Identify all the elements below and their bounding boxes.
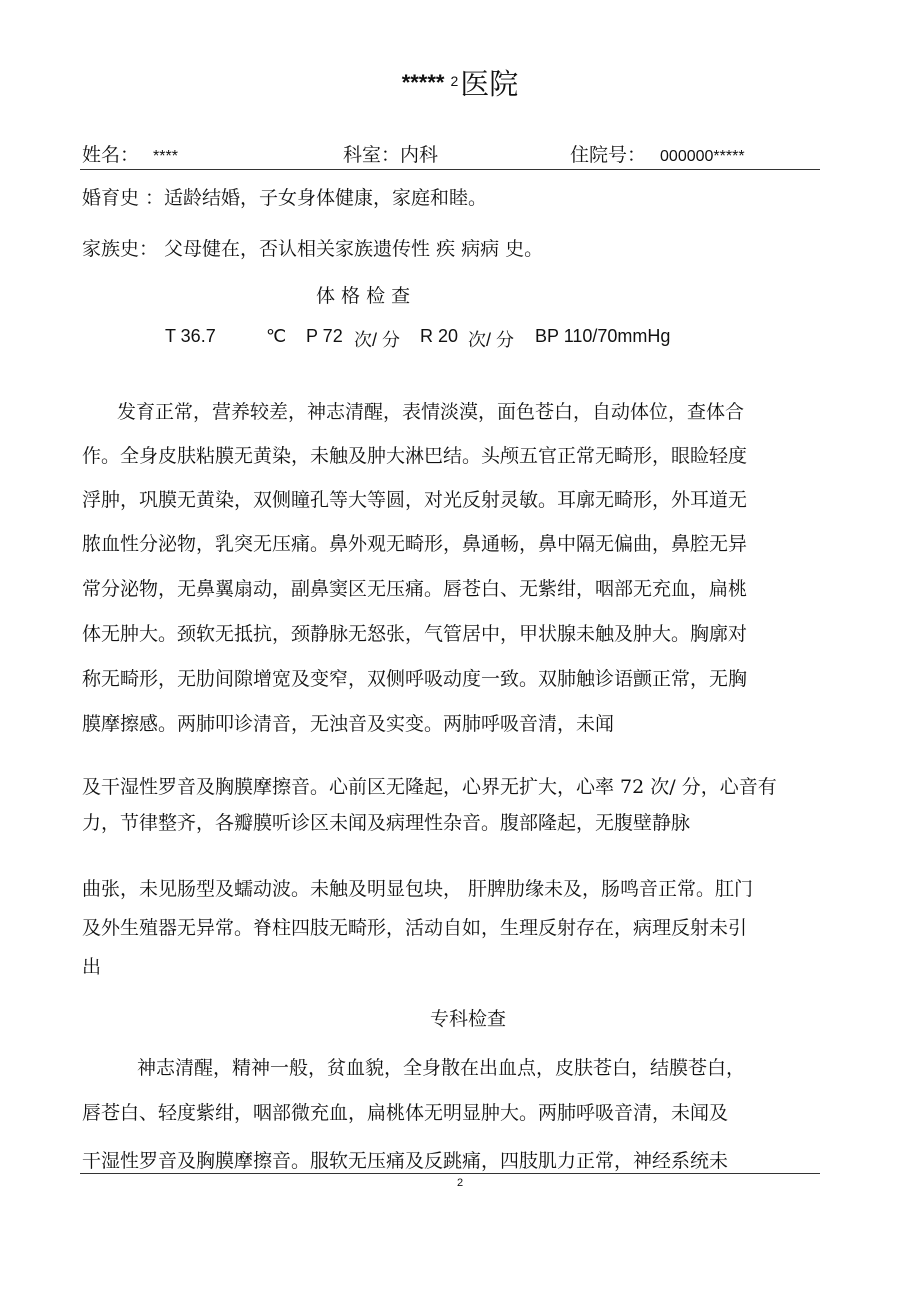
- document-title: [0, 62, 920, 103]
- title-hospital: 医院: [460, 67, 519, 101]
- exam-line: 及干湿性罗音及胸膜摩擦音。心前区无隆起，心界无扩大，心率 72 次/ 分，心音有: [82, 776, 777, 798]
- vitals-pulse: P 72: [306, 326, 343, 346]
- special-line: 神志清醒，精神一般，贫血貌，全身散在出血点，皮肤苍白，结膜苍白，: [137, 1057, 746, 1079]
- exam-line: 曲张，未见肠型及蠕动波。未触及明显包块， 肝脾肋缘未及，肠鸣音正常。肛门: [82, 878, 754, 900]
- title-superscript: 2: [450, 73, 459, 89]
- family-history: 家族史： 父母健在，否认相关家族遗传性 疾 病病 史。: [82, 238, 544, 260]
- dept-label: 科室：: [343, 144, 401, 166]
- id-label: 住院号：: [570, 144, 647, 166]
- exam-line: 发育正常，营养较差，神志清醒，表情淡漠，面色苍白，自动体位，查体合: [117, 401, 745, 423]
- exam-line: 浮肿，巩膜无黄染，双侧瞳孔等大等圆，对光反射灵敏。耳廓无畸形，外耳道无: [82, 489, 748, 511]
- exam-line: 脓血性分泌物，乳突无压痛。鼻外观无畸形，鼻通畅，鼻中隔无偏曲，鼻腔无异: [82, 533, 748, 555]
- exam-line: 常分泌物，无鼻翼扇动，副鼻窦区无压痛。唇苍白、无紫绀，咽部无充血，扁桃: [82, 578, 748, 600]
- vitals-bp: BP 110/70mmHg: [535, 326, 671, 346]
- vitals-pulse-unit: 次/ 分: [354, 330, 401, 350]
- patient-name-field: [82, 140, 178, 167]
- physical-exam-heading: 体 格 检 查: [316, 285, 411, 307]
- exam-line: 称无畸形，无肋间隙增宽及变窄，双侧呼吸动度一致。双肺触诊语颤正常，无胸: [82, 668, 748, 690]
- page-number: 2: [456, 1177, 464, 1189]
- name-value: ****: [153, 148, 178, 165]
- marriage-history: 婚育史 ：适龄结婚，子女身体健康，家庭和睦。: [82, 187, 488, 209]
- admission-number-field: [570, 140, 745, 167]
- special-line: 干湿性罗音及胸膜摩擦音。服软无压痛及反跳痛，四肢肌力正常，神经系统未: [82, 1150, 729, 1172]
- dept-value: 内科: [400, 144, 439, 166]
- footer-divider: [80, 1173, 820, 1174]
- header-divider: [80, 169, 820, 170]
- exam-line: 膜摩擦感。两肺叩诊清音，无浊音及实变。两肺呼吸音清，未闻: [82, 713, 615, 735]
- vitals-resp: R 20: [420, 326, 459, 346]
- department-field: [343, 140, 438, 167]
- exam-line: 力，节律整齐，各瓣膜听诊区未闻及病理性杂音。腹部隆起，无腹壁静脉: [82, 812, 691, 834]
- vitals-resp-unit: 次/ 分: [468, 330, 515, 350]
- special-line: 唇苍白、轻度紫绀，咽部微充血，扁桃体无明显肿大。两肺呼吸音清，未闻及: [82, 1102, 729, 1124]
- title-stars: *****: [401, 70, 445, 95]
- exam-line: 作。全身皮肤粘膜无黄染，未触及肿大淋巴结。头颅五官正常无畸形，眼睑轻度: [82, 445, 748, 467]
- exam-line: 体无肿大。颈软无抵抗，颈静脉无怒张，气管居中，甲状腺未触及肿大。胸廓对: [82, 623, 748, 645]
- special-exam-heading: 专科检查: [430, 1008, 507, 1030]
- exam-line: 出: [82, 956, 102, 978]
- vitals-unit: ℃: [266, 326, 287, 346]
- exam-line: 及外生殖器无异常。脊柱四肢无畸形，活动自如，生理反射存在，病理反射未引: [82, 917, 748, 939]
- id-value: 000000*****: [660, 148, 745, 165]
- vitals-t: T 36.7: [165, 326, 216, 346]
- name-label: 姓名：: [82, 144, 140, 166]
